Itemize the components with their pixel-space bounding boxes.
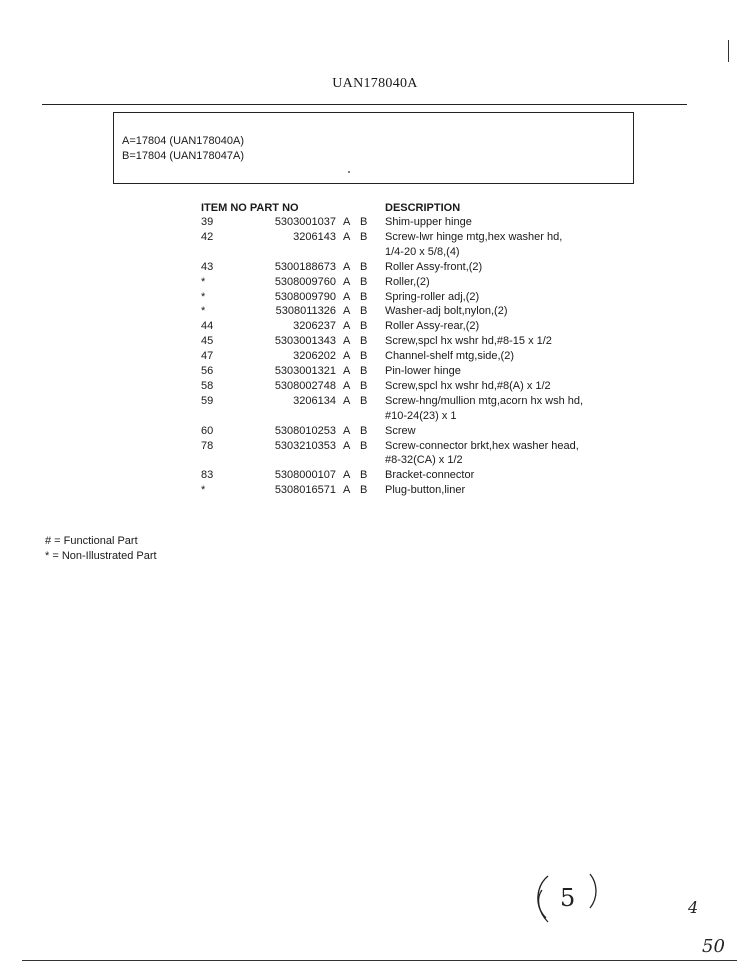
item-number: * bbox=[201, 275, 206, 288]
part-number: 5308002748 bbox=[274, 379, 336, 392]
handwritten-mark bbox=[686, 895, 706, 919]
part-number: 5303001321 bbox=[274, 365, 336, 377]
item-number: 43 bbox=[201, 260, 214, 273]
part-description: 1/4-20 x 5/8,(4) bbox=[385, 245, 460, 258]
part-description: Bracket-connector bbox=[385, 469, 475, 482]
model-a-flag: A bbox=[343, 394, 351, 407]
model-b-flag: B bbox=[360, 350, 368, 363]
part-description: Channel-shelf mtg,side,(2) bbox=[385, 350, 515, 363]
item-number: 39 bbox=[201, 216, 214, 228]
model-a-flag: A bbox=[343, 439, 351, 452]
part-number: 3206134 bbox=[293, 394, 336, 407]
part-number: 5300188673 bbox=[274, 260, 336, 273]
model-b-flag: B bbox=[360, 439, 368, 452]
legend-functional: # = Functional Part bbox=[45, 535, 138, 547]
model-a-flag: A bbox=[343, 275, 351, 288]
part-number: 5308009760 bbox=[274, 275, 336, 288]
part-number: 5308000107 bbox=[274, 469, 336, 482]
item-number: 45 bbox=[201, 335, 214, 348]
model-b-flag: B bbox=[360, 379, 368, 392]
part-description: #10-24(23) x 1 bbox=[385, 409, 457, 422]
model-b-flag: B bbox=[360, 320, 368, 333]
item-number: 83 bbox=[201, 469, 214, 482]
model-a-flag: A bbox=[343, 320, 351, 333]
part-number: 3206202 bbox=[293, 350, 336, 363]
page-title: UAN178040A bbox=[332, 76, 418, 91]
table-row bbox=[0, 365, 750, 379]
part-description: Plug-button,liner bbox=[385, 484, 466, 497]
item-number: 42 bbox=[201, 230, 214, 243]
item-number: 44 bbox=[201, 320, 214, 333]
model-b-flag: B bbox=[360, 424, 368, 437]
part-number: 3206143 bbox=[293, 230, 336, 243]
table-row bbox=[0, 216, 750, 230]
table-row bbox=[0, 230, 750, 258]
model-b-flag: B bbox=[360, 394, 368, 407]
part-number: 5308016571 bbox=[274, 484, 336, 497]
model-a-flag: A bbox=[343, 230, 351, 243]
table-row bbox=[0, 380, 750, 394]
part-description: Screw,spcl hx wshr hd,#8-15 x 1/2 bbox=[385, 335, 552, 348]
table-row bbox=[0, 320, 750, 334]
model-a-flag: A bbox=[343, 335, 351, 348]
item-number: 58 bbox=[201, 379, 214, 392]
part-number: 5303001343 bbox=[274, 335, 336, 348]
part-number: 5308010253 bbox=[274, 424, 336, 437]
item-number: 59 bbox=[201, 394, 214, 407]
part-description: #8-32(CA) x 1/2 bbox=[385, 454, 463, 467]
circled-number-text: 5 bbox=[560, 884, 576, 912]
model-a-flag: A bbox=[343, 305, 351, 318]
model-b-flag: B bbox=[360, 365, 368, 377]
handwritten-corner-number bbox=[700, 930, 740, 960]
item-number: * bbox=[201, 484, 206, 497]
item-number: 60 bbox=[201, 424, 214, 437]
table-row bbox=[0, 291, 750, 305]
model-a-flag: A bbox=[343, 290, 351, 303]
table-row bbox=[0, 305, 750, 319]
model-a-flag: A bbox=[343, 424, 351, 437]
table-row bbox=[0, 261, 750, 275]
table-row bbox=[0, 484, 750, 498]
part-description: Screw-connector brkt,hex washer head, bbox=[385, 439, 579, 452]
model-a-flag: A bbox=[343, 260, 351, 273]
part-description: Roller Assy-front,(2) bbox=[385, 260, 483, 273]
bottom-rule bbox=[22, 960, 737, 961]
column-header-description: DESCRIPTION bbox=[385, 202, 461, 214]
table-row bbox=[0, 469, 750, 483]
table-row bbox=[0, 276, 750, 290]
column-header-item-part: ITEM NO PART NO bbox=[201, 202, 299, 214]
part-description: Shim-upper hinge bbox=[385, 216, 472, 228]
item-number: 56 bbox=[201, 365, 214, 377]
part-number: 5308009790 bbox=[274, 290, 336, 303]
item-number: 78 bbox=[201, 439, 214, 452]
part-description: Screw-lwr hinge mtg,hex washer hd, bbox=[385, 230, 563, 243]
model-a-flag: A bbox=[343, 469, 351, 482]
part-description: Screw bbox=[385, 424, 416, 437]
handwritten-mark-text: 4 bbox=[688, 898, 699, 917]
model-line-a: A=17804 (UAN178040A) bbox=[122, 135, 244, 147]
model-a-flag: A bbox=[343, 484, 351, 497]
item-number: * bbox=[201, 290, 206, 303]
part-description: Washer-adj bolt,nylon,(2) bbox=[385, 305, 508, 318]
table-row bbox=[0, 425, 750, 439]
part-description: Screw,spcl hx wshr hd,#8(A) x 1/2 bbox=[385, 379, 551, 392]
handwritten-circled-number bbox=[528, 868, 608, 928]
model-a-flag: A bbox=[343, 379, 351, 392]
model-a-flag: A bbox=[343, 216, 351, 228]
part-description: Pin-lower hinge bbox=[385, 365, 461, 377]
model-b-flag: B bbox=[360, 305, 368, 318]
item-number: * bbox=[201, 305, 206, 318]
part-number: 5303001037 bbox=[274, 216, 336, 228]
part-number: 5308011326 bbox=[275, 305, 336, 318]
table-row bbox=[0, 439, 750, 467]
table-row bbox=[0, 394, 750, 422]
model-b-flag: B bbox=[360, 290, 368, 303]
model-b-flag: B bbox=[360, 469, 368, 482]
model-a-flag: A bbox=[343, 350, 351, 363]
model-b-flag: B bbox=[360, 335, 368, 348]
part-description: Spring-roller adj,(2) bbox=[385, 290, 480, 303]
model-b-flag: B bbox=[360, 484, 368, 497]
model-line-b: B=17804 (UAN178047A) bbox=[122, 150, 244, 162]
model-b-flag: B bbox=[360, 216, 368, 228]
part-number: 3206237 bbox=[293, 320, 336, 333]
legend-non-illustrated: * = Non-Illustrated Part bbox=[45, 550, 157, 562]
part-description: Roller Assy-rear,(2) bbox=[385, 320, 480, 333]
model-b-flag: B bbox=[360, 260, 368, 273]
model-a-flag: A bbox=[343, 365, 351, 377]
table-row bbox=[0, 335, 750, 349]
item-number: 47 bbox=[201, 350, 214, 363]
part-description: Screw-hng/mullion mtg,acorn hx wsh hd, bbox=[385, 394, 584, 407]
corner-number-text: 50 bbox=[702, 936, 725, 957]
model-b-flag: B bbox=[360, 230, 368, 243]
part-description: Roller,(2) bbox=[385, 275, 430, 288]
part-number: 5303210353 bbox=[274, 439, 336, 452]
table-row bbox=[0, 350, 750, 364]
model-b-flag: B bbox=[360, 275, 368, 288]
